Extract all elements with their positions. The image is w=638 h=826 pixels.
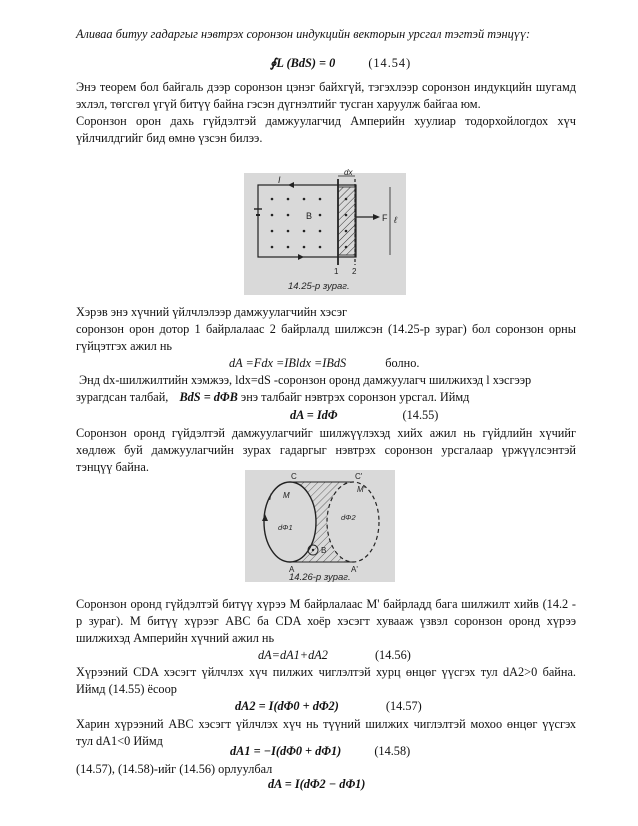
paragraph-4-line-2 [76, 390, 576, 405]
paragraph-4-line-2-post: энэ талбайг нэвтрэх соронзон урсгал. Иймд [240, 390, 470, 404]
hatched-area [338, 187, 355, 255]
paragraph-2-line-2: үйлчилдгийг бид өмнө үзсэн билээ. [76, 131, 263, 145]
label-C-prime: C' [355, 472, 363, 481]
field-symbol-dot [312, 549, 314, 551]
paragraph-6-line-3: шилжихэд Амперийн хүчний ажил нь [76, 631, 275, 645]
paragraph-5-line-1: Соронзон оронд гүйдэлтэй дамжуулагчийг шилжүүлэхэд хийх ажил нь гүйдлийн хүчийг [76, 426, 576, 440]
intro-line: Аливаа битуу гадаргыг нэвтрэх соронзон индукцийн векторын урсгал тэгтэй тэнцүү: [76, 27, 531, 41]
label-position-1: 1 [334, 267, 339, 276]
label-I: I [278, 175, 281, 185]
paragraph-7-line-1: Хүрээний CDA хэсэгт үйлчлэх хүч пилжих чиглэлтэй хурц өнцөг үүсгэх тул dA2>0 байна. [76, 665, 576, 679]
paragraph-7-line-2: Иймд (14.55) ёсоор [76, 682, 177, 696]
paragraph-4-line-2-pre: зурагдсан талбай, [76, 390, 169, 404]
equation-14-56 [258, 648, 558, 663]
figure-14-25 [244, 168, 406, 295]
paragraph-8-line-1: Харин хүрээний ABC хэсэгт үйлчлэх хүч нь түүний шилжих чиглэлтэй мохоо өнцөг үүсгэх [76, 717, 576, 731]
equation-14-55 [290, 408, 590, 423]
equation-14-57-number: (14.57) [385, 699, 422, 713]
equation-final-formula: dA = I(dΦ2 − dΦ1) [268, 777, 366, 791]
paragraph-6-line-2: р зураг). М битүү хүрээг ABC ба CDA хоёр хэсэгт хувааж үзвэл соронзон оронд хүрээ [76, 614, 576, 628]
equation-final [268, 777, 528, 792]
paragraph-4-line-2-formula: BdS = dΦB [179, 390, 238, 404]
paragraph-3-line-1: Хэрэв энэ хүчний үйлчлэлээр дамжуулагчийн хэсэг [76, 305, 348, 319]
loop-M-prime [327, 482, 379, 562]
equation-14-54 [270, 56, 590, 71]
paragraph-2-line-1: Соронзон орон дахь гүйдэлтэй дамжуулагчид Амперийн хуулиар тодорхойлогдох хүч [76, 114, 576, 128]
label-M-prime: M' [357, 485, 366, 494]
paragraph-8-line-2: тул dA1<0 Иймд [76, 734, 163, 748]
figure-14-26-caption: 14.26-р зураг. [289, 572, 351, 583]
equation-14-56-number: (14.56) [374, 648, 411, 662]
equation-14-54-formula: ∮L (BdS) = 0 [270, 56, 336, 70]
equation-14-55-formula: dA = IdΦ [290, 408, 338, 422]
label-position-2: 2 [352, 267, 357, 276]
paragraph-3-line-2: соронзон орон дотор 1 байрлалаас 2 байрлалд шилжсэн (14.25-р зураг) бол соронзон орны [76, 322, 576, 336]
paragraph-1-line-2: эхлэл, төгсгөл үгүй битүү байна гэсэн дүгнэлтийг тусган харуулж байгаа юм. [76, 97, 481, 111]
paragraph-6-line-1: Соронзон оронд гүйдэлтэй битүү хүрээ М байрлалаас М' байрладд бага шилжилт хийв (14.2 - [76, 597, 576, 611]
label-dphi2: dΦ2 [341, 513, 356, 522]
label-F: F [382, 213, 388, 223]
label-dx: dx [344, 168, 353, 177]
equation-14-56-formula: dA=dA1+dA2 [258, 648, 328, 662]
label-A-prime: A' [351, 565, 358, 574]
equation-14-54-number: (14.54) [368, 56, 412, 70]
equation-14-58-formula: dA1 = −I(dΦ0 + dΦ1) [230, 744, 342, 758]
label-A: A [289, 565, 295, 574]
equation-work-suffix: болно. [385, 356, 420, 370]
paragraph-5-line-2: хөдлөж буй дамжуулагчийн зурах гадаргыг нэвтрэх соронзон урсгалаар үржүүлсэнтэй [76, 443, 576, 457]
label-dphi1: dΦ1 [278, 523, 293, 532]
equation-14-55-number: (14.55) [402, 408, 439, 422]
label-M: M [283, 491, 290, 500]
equation-14-58 [230, 744, 570, 759]
equation-work [229, 356, 569, 371]
figure-14-25-background [244, 173, 406, 295]
paragraph-5-line-3: тэнцүү байна. [76, 460, 149, 474]
equation-14-57 [235, 699, 565, 714]
label-C: C [291, 472, 297, 481]
paragraph-3-line-3: гүйцэтгэх ажил нь [76, 339, 173, 353]
label-B: B [321, 546, 327, 555]
figure-14-25-caption: 14.25-р зураг. [288, 281, 350, 292]
label-l: ℓ [394, 215, 397, 225]
paragraph-1-line-1: Энэ теорем бол байгаль дээр соронзон цэнэг байхгүй, тэгэхлээр соронзон индукцийн шугамд [76, 80, 576, 94]
equation-14-57-formula: dA2 = I(dΦ0 + dΦ2) [235, 699, 339, 713]
paragraph-4-line-1: Энд dx-шилжилтийн хэмжээ, ldx=dS -соронзон оронд дамжуулагч шилжихэд l хэсгээр [79, 373, 532, 387]
figure-14-26 [245, 470, 395, 582]
label-B: B [306, 211, 313, 221]
paragraph-9: (14.57), (14.58)-ийг (14.56) орлуулбал [76, 762, 273, 776]
equation-work-formula: dA =Fdx =IBldx =IBdS [229, 356, 347, 370]
equation-14-58-number: (14.58) [374, 744, 411, 758]
label-I: I [269, 492, 272, 502]
